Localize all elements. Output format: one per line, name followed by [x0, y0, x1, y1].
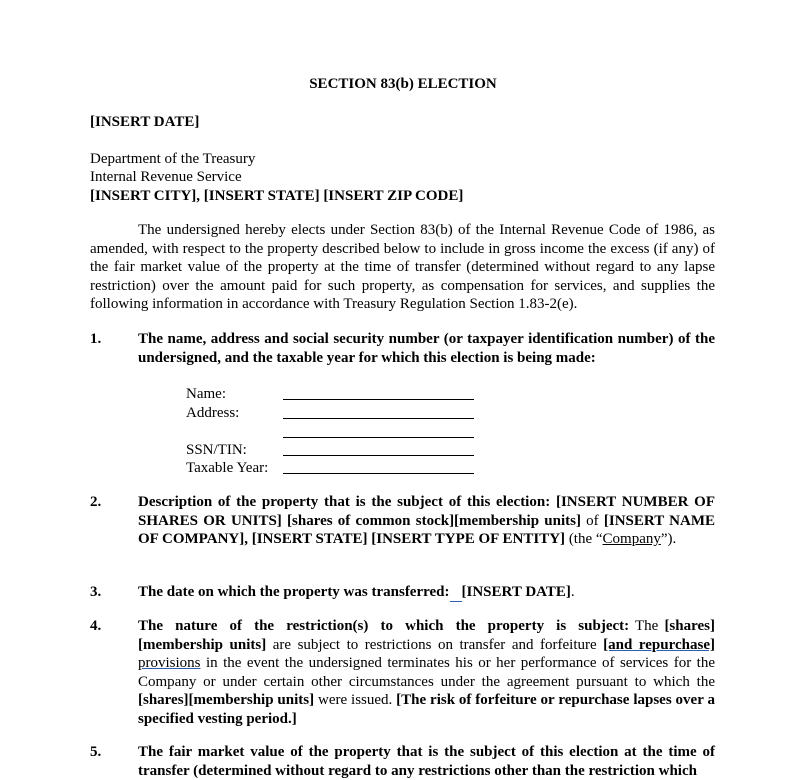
address-line-1: Department of the Treasury	[90, 151, 256, 167]
item-4-text	[138, 617, 715, 728]
text-cursor-marker	[450, 587, 462, 602]
item-2-lead: Description of the property that is the subject of this election: [INSERT NUMBER OF SHARES OR UNITS] [shares of common stock][membership units]	[138, 494, 715, 529]
item-4-number: 4.	[90, 618, 102, 634]
item-4-t3-tracked: provisions	[138, 655, 201, 671]
item-4-t5: were issued.	[314, 692, 397, 708]
item-2-company-defined-term: Company	[602, 531, 661, 547]
address-field-line-2[interactable]	[283, 437, 474, 438]
item-2-of: of	[580, 512, 604, 529]
item-2-the-close: ”).	[660, 531, 677, 547]
item-4-b4: [The risk of forfeiture or repurchase lapses over a specified vesting period.]	[138, 692, 715, 727]
item-3-value: [INSERT DATE]	[461, 584, 571, 600]
address-line-3: [INSERT CITY], [INSERT STATE] [INSERT ZIP CODE]	[90, 188, 464, 204]
item-4-t1: The	[629, 618, 665, 634]
taxable-year-label: Taxable Year:	[186, 460, 269, 476]
name-field-line[interactable]	[283, 399, 474, 400]
ssn-label: SSN/TIN:	[186, 442, 247, 458]
item-4-b3: [shares][membership units]	[138, 692, 315, 708]
item-2-company-placeholder: [INSERT NAME OF COMPANY], [INSERT STATE] [INSERT TYPE OF ENTITY]	[138, 512, 715, 547]
address-line-2: Internal Revenue Service	[90, 169, 242, 185]
taxable-year-field-line[interactable]	[283, 473, 474, 474]
item-1-text: The name, address and social security number (or taxpayer identification number) of the undersigned, and the taxable year for which this election is being made:	[138, 331, 715, 366]
address-label: Address:	[186, 405, 240, 421]
name-label: Name:	[186, 386, 226, 402]
item-2-number: 2.	[90, 494, 102, 510]
item-4-b1: [shares][membership units]	[138, 618, 715, 653]
item-5-text: The fair market value of the property that is the subject of this election at the time of transfer (determined without regard to any restrictions other than the restriction which	[138, 744, 715, 779]
item-4-lead: The nature of the restriction(s) to which the property is subject:	[138, 618, 630, 634]
intro-paragraph: The undersigned hereby elects under Section 83(b) of the Internal Revenue Code of 1986, as amended, with respect to the property described below to include in gross income the excess (if any) of the fair market value of the property at the time of transfer (determined without regard to any lapse restriction) over the amount paid for such property, as compensation for services, and supplies the following information in accordance with Treasury Regulation Section 1.83-2(e).	[90, 222, 715, 312]
item-2-text	[138, 493, 715, 549]
item-4-t4: in the event the undersigned terminates his or her performance of services for the Company or under certain other circumstances under the agreement pursuant to which the	[138, 655, 715, 690]
address-field-line-1[interactable]	[283, 418, 474, 419]
item-1-number: 1.	[90, 331, 102, 347]
item-3-end: .	[570, 584, 575, 600]
date-placeholder: [INSERT DATE]	[90, 114, 200, 130]
document-title: SECTION 83(b) ELECTION	[309, 76, 497, 92]
item-3-number: 3.	[90, 584, 102, 600]
item-5-number: 5.	[90, 744, 102, 760]
item-3-text	[138, 583, 715, 602]
item-3-lead: The date on which the property was transferred:	[138, 584, 450, 600]
item-4-b2-tracked: [and repurchase]	[603, 636, 715, 653]
item-4-t2: are subject to restrictions on transfer and forfeiture	[266, 636, 604, 653]
item-2-the-open: (the “	[565, 531, 603, 547]
ssn-field-line[interactable]	[283, 455, 474, 456]
